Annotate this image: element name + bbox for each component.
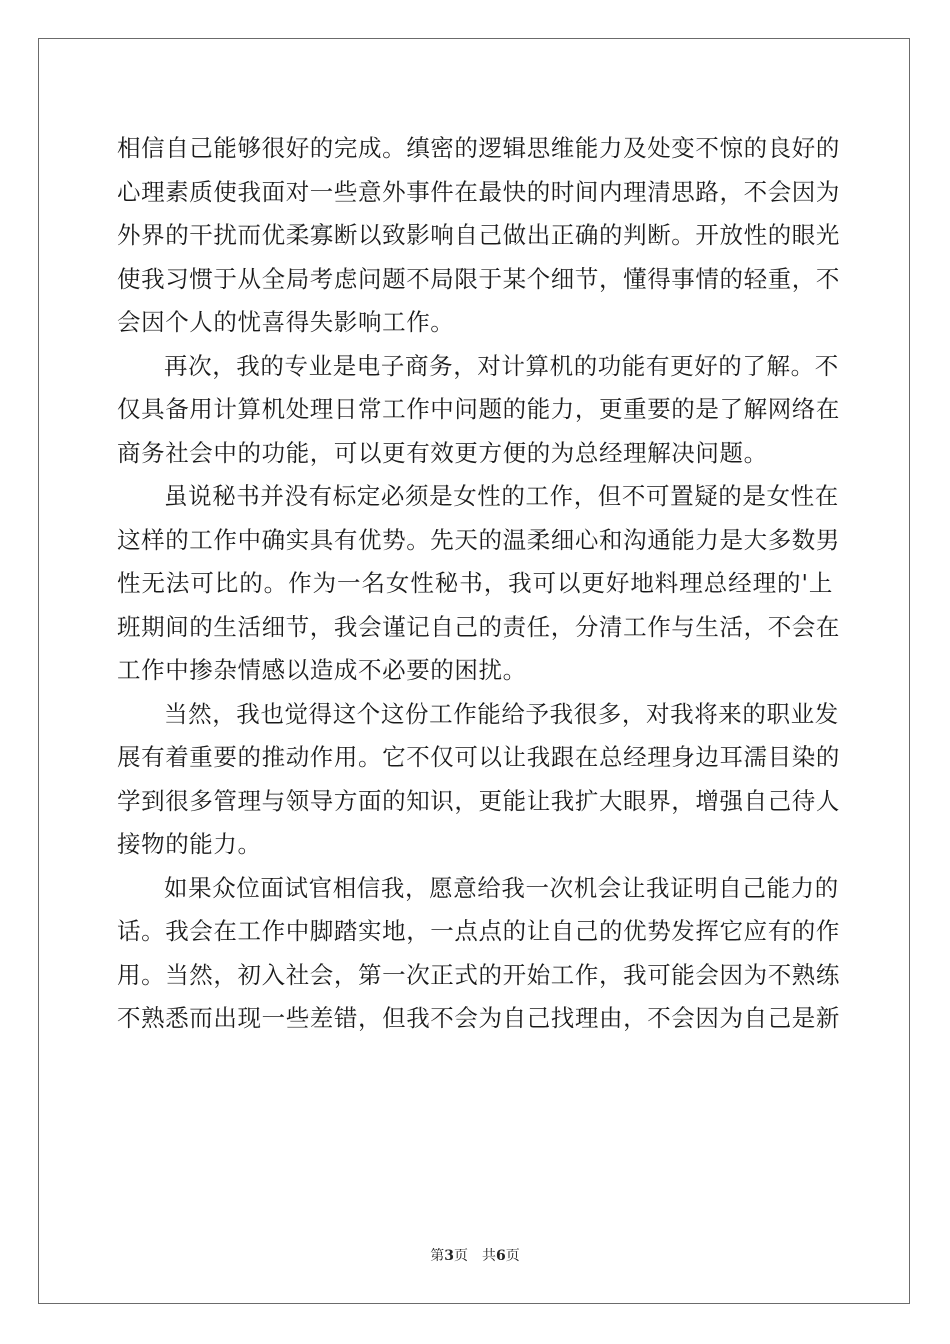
text-line: 虽说秘书并没有标定必须是女性的工作，但不可置疑的是女性在: [164, 482, 839, 510]
text-line: 再次，我的专业是电子商务，对计算机的功能有更好的了解。不: [164, 351, 839, 380]
text-line: 不熟悉而出现一些差错，但我不会为自己找理由，不会因为自己是新: [117, 1004, 840, 1032]
text-line: 使我习惯于从全局考虑问题不局限于某个细节，懂得事情的轻重，不: [117, 264, 840, 293]
text-line: 学到很多管理与领导方面的知识，更能让我扩大眼界，增强自己待人: [117, 786, 840, 815]
text-line: 工作中掺杂情感以造成不必要的困扰。: [117, 656, 527, 684]
text-line: 接物的能力。: [117, 830, 262, 858]
page-footer: [0, 1247, 950, 1265]
document-body: [117, 127, 840, 1041]
paragraph: [117, 345, 840, 476]
text-line: 当然，我也觉得这个这份工作能给予我很多，对我将来的职业发: [164, 699, 839, 728]
text-line: 这样的工作中确实具有优势。先天的温柔细心和沟通能力是大多数男: [117, 525, 840, 554]
paragraph: [117, 693, 840, 867]
text-line: 话。我会在工作中脚踏实地，一点点的让自己的优势发挥它应有的作: [117, 917, 840, 945]
text-line: 性无法可比的。作为一名女性秘书，我可以更好地料理总经理的'上: [117, 569, 833, 597]
text-line: 心理素质使我面对一些意外事件在最快的时间内理清思路，不会因为: [117, 177, 840, 206]
total-suffix: 页: [505, 1248, 520, 1264]
text-line: 相信自己能够很好的完成。缜密的逻辑思维能力及处变不惊的良好的: [117, 134, 840, 162]
text-line: 如果众位面试官相信我，愿意给我一次机会让我证明自己能力的: [164, 873, 839, 902]
text-line: 仅具备用计算机处理日常工作中问题的能力，更重要的是了解网络在: [117, 395, 840, 423]
text-line: 商务社会中的功能，可以更有效更方便的为总经理解决问题。: [117, 438, 768, 467]
total-prefix: 共: [482, 1248, 496, 1264]
text-line: 展有着重要的推动作用。它不仅可以让我跟在总经理身边耳濡目染的: [117, 743, 840, 771]
text-line: 外界的干扰而优柔寡断以致影响自己做出正确的判断。开放性的眼光: [117, 221, 840, 249]
text-line: 用。当然，初入社会，第一次正式的开始工作，我可能会因为不熟练: [117, 960, 840, 989]
paragraph: [117, 867, 840, 1041]
paragraph: [117, 127, 840, 345]
text-line: 会因个人的忧喜得失影响工作。: [117, 308, 455, 336]
total-pages: 6: [496, 1248, 506, 1264]
text-line: 班期间的生活细节，我会谨记自己的责任，分清工作与生活，不会在: [117, 612, 840, 641]
paragraph: [117, 475, 840, 693]
page-number: 3: [444, 1248, 454, 1264]
page-suffix: 页: [454, 1248, 468, 1264]
page-prefix: 第: [430, 1248, 445, 1264]
